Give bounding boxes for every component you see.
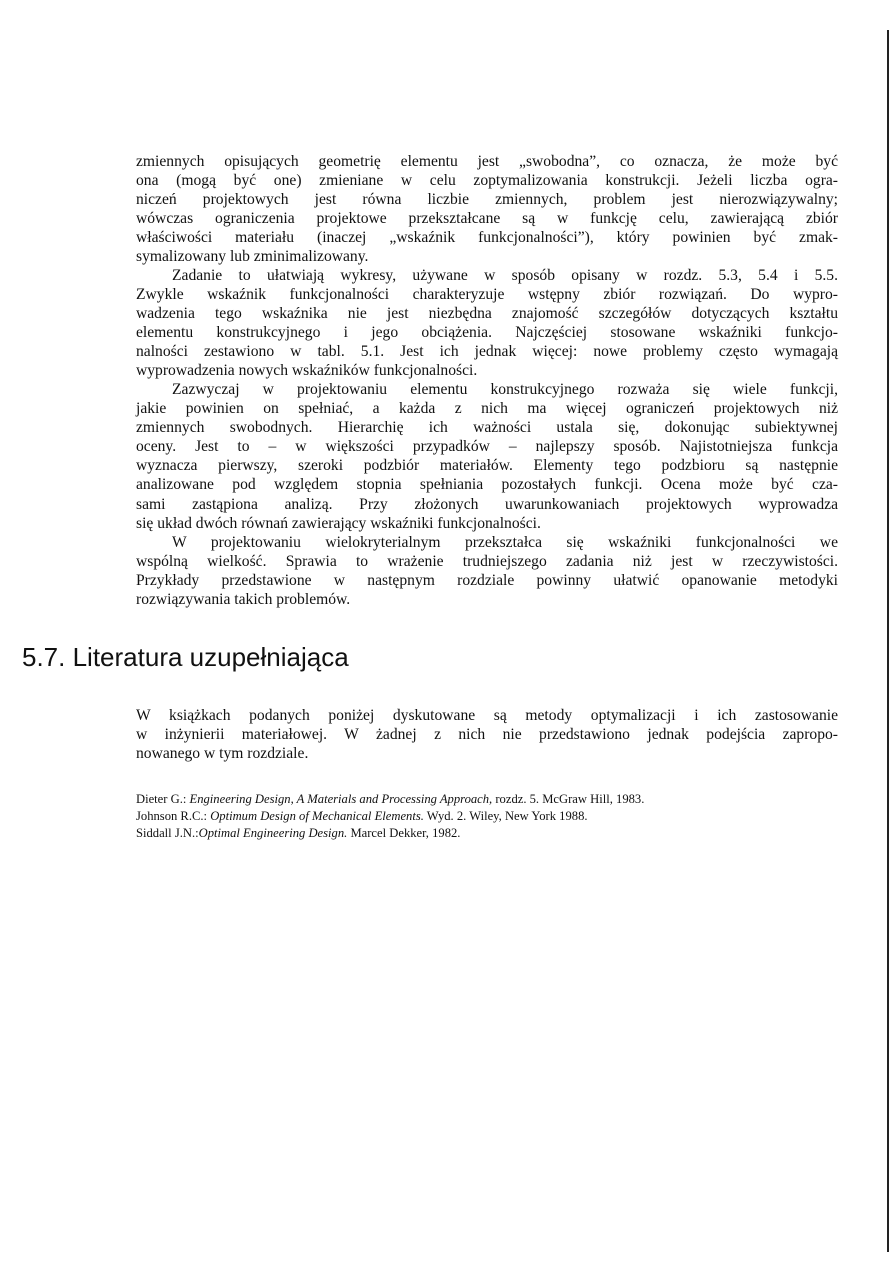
reference-publisher: rozdz. 5. McGraw Hill, 1983. xyxy=(492,792,645,806)
text-line: wówczas ograniczenia projektowe przekształcane są w funkcję celu, zawierającą zbiór xyxy=(136,210,838,228)
text-line: Zadanie to ułatwiają wykresy, używane w sposób opisany w rozdz. 5.3, 5.4 i 5.5. xyxy=(172,267,838,284)
reference-author: Johnson R.C.: xyxy=(136,809,211,823)
reference-list xyxy=(136,791,644,842)
scan-edge-line xyxy=(887,30,889,1252)
paragraph-4 xyxy=(136,533,838,609)
text-line: w inżynierii materiałowej. W żadnej z nich nie przedstawiono jednak podejścia zapropo- xyxy=(136,726,838,744)
reference-publisher: Wyd. 2. Wiley, New York 1988. xyxy=(423,809,588,823)
text-line: wyznacza pierwszy, szeroki podzbiór materiałów. Elementy tego podzbioru są następnie xyxy=(136,457,838,475)
paragraph-3 xyxy=(136,380,838,533)
text-line: W książkach podanych poniżej dyskutowane są metody optymalizacji i ich zastosowanie xyxy=(136,707,838,724)
reference-title: Engineering Design, A Materials and Processing Approach, xyxy=(189,792,493,806)
reference-author: Dieter G.: xyxy=(136,792,190,806)
text-line: oceny. Jest to – w większości przypadków – najlepszy sposób. Najistotniejsza funkcja xyxy=(136,438,838,456)
text-line: się układ dwóch równań zawierający wskaźniki funkcjonalności. xyxy=(136,514,541,532)
text-line: zmiennych opisujących geometrię elementu jest „swobodna”, co oznacza, że może być xyxy=(136,153,838,170)
reference-item xyxy=(136,825,644,842)
paragraph-1 xyxy=(136,152,838,267)
text-line: wadzenia tego wskaźnika nie jest niezbędna znajomość szczegółów dotyczących kształtu xyxy=(136,305,838,323)
text-line: wyprowadzenia nowych wskaźników funkcjonalności. xyxy=(136,362,478,380)
reference-item xyxy=(136,791,644,808)
reference-publisher: Marcel Dekker, 1982. xyxy=(347,826,461,840)
section-heading: 5.7. Literatura uzupełniająca xyxy=(22,642,349,672)
reference-title: Optimal Engineering Design. xyxy=(198,826,348,840)
text-line: wspólną wielkość. Sprawia to wrażenie trudniejszego zadania niż jest w rzeczywistości. xyxy=(136,553,838,571)
section-intro xyxy=(136,706,838,763)
text-line: nalności zestawiono w tabl. 5.1. Jest ich jednak więcej: nowe problemy często wymagają xyxy=(136,343,838,361)
text-line: Zazwyczaj w projektowaniu elementu konstrukcyjnego rozważa się wiele funkcji, xyxy=(172,381,838,398)
text-line: zmiennych swobodnych. Hierarchię ich ważności ustala się, dokonując subiektywnej xyxy=(136,419,838,437)
reference-author: Siddall J.N.: xyxy=(136,826,199,840)
text-line: sami zastąpiona analizą. Przy złożonych uwarunkowaniach projektowych wyprowadza xyxy=(136,495,838,513)
text-line: analizowane pod względem stopnia spełniania pozostałych funkcji. Ocena może być cza- xyxy=(136,476,838,494)
paragraph-2 xyxy=(136,266,838,381)
text-line: niczeń projektowych jest równa liczbie zmiennych, problem jest nierozwiązywalny; xyxy=(136,191,838,209)
text-line: symalizowany lub zminimalizowany. xyxy=(136,248,369,266)
reference-item xyxy=(136,808,644,825)
text-line: ona (mogą być one) zmieniane w celu zoptymalizowania konstrukcji. Jeżeli liczba ogra- xyxy=(136,172,838,190)
text-line: nowanego w tym rozdziale. xyxy=(136,745,309,763)
reference-title: Optimum Design of Mechanical Elements. xyxy=(210,809,424,823)
text-line: W projektowaniu wielokryterialnym przekształca się wskaźniki funkcjonalności we xyxy=(172,534,838,551)
text-line: rozwiązywania takich problemów. xyxy=(136,591,351,609)
text-line: jakie powinien on spełniać, a każda z nich ma więcej ograniczeń projektowych niż xyxy=(136,400,838,418)
text-line: Przykłady przedstawione w następnym rozdziale powinny ułatwić opanowanie metodyki xyxy=(136,572,838,590)
text-line: właściwości materiału (inaczej „wskaźnik funkcjonalności”), który powinien być zmak- xyxy=(136,229,838,247)
text-line: elementu konstrukcyjnego i jego obciążenia. Najczęściej stosowane wskaźniki funkcjo- xyxy=(136,324,838,342)
text-line: Zwykle wskaźnik funkcjonalności charakteryzuje wstępny zbiór rozwiązań. Do wypro- xyxy=(136,286,838,304)
